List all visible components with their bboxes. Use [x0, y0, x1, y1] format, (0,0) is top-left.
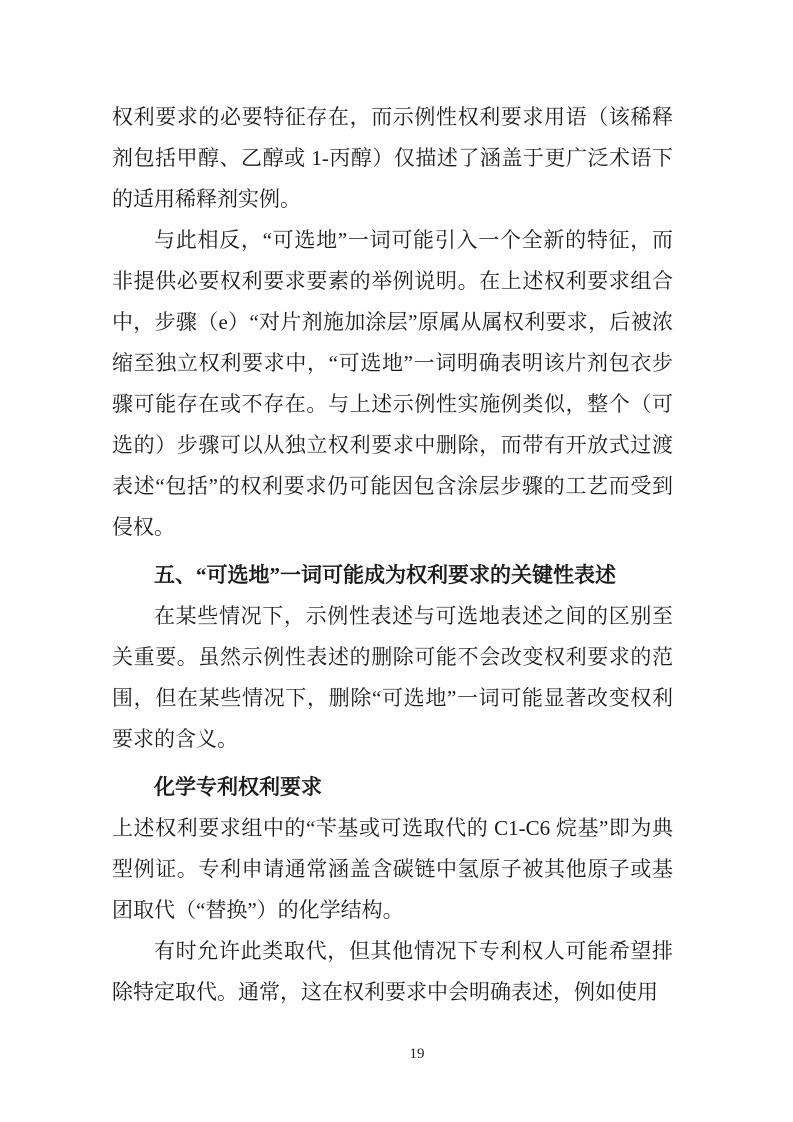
body-paragraph: 与此相反，“可选地”一词可能引入一个全新的特征，而非提供必要权利要求要素的举例说明。在上述权利要求组合中，步骤（e）“对片剂施加涂层”原属从属权利要求，后被浓缩至独立权利要求中，“可选地”一词明确表明该片剂包衣步骤可能存在或不存在。与上述示例性实施例类似，整个（可选的）步骤可以从独立权利要求中删除，而带有开放式过渡表述“包括”的权利要求仍可能因包含涂层步骤的工艺而受到侵权。	[112, 228, 673, 539]
body-paragraph: 上述权利要求组中的“苄基或可选取代的 C1-C6 烷基”即为典型例证。专利申请通常涵盖含碳链中氢原子被其他原子或基团取代（“替换”）的化学结构。	[112, 816, 673, 922]
page-number: 19	[409, 1046, 425, 1062]
document-body	[112, 97, 673, 1013]
section-heading: 五、“可选地”一词可能成为权利要求的关键性表述	[154, 563, 616, 587]
body-paragraph-continuation: 权利要求的必要特征存在，而示例性权利要求用语（该稀释剂包括甲醇、乙醇或 1-丙醇）仅描述了涵盖于更广泛术语下的适用稀释剂实例。	[112, 105, 673, 211]
body-paragraph: 在某些情况下，示例性表述与可选地表述之间的区别至关重要。虽然示例性表述的删除可能不会改变权利要求的范围，但在某些情况下，删除“可选地”一词可能显著改变权利要求的含义。	[112, 604, 673, 751]
sub-heading: 化学专利权利要求	[154, 775, 322, 799]
body-paragraph-last: 有时允许此类取代，但其他情况下专利权人可能希望排除特定取代。通常，这在权利要求中会明确表述，例如使用	[112, 939, 673, 1004]
